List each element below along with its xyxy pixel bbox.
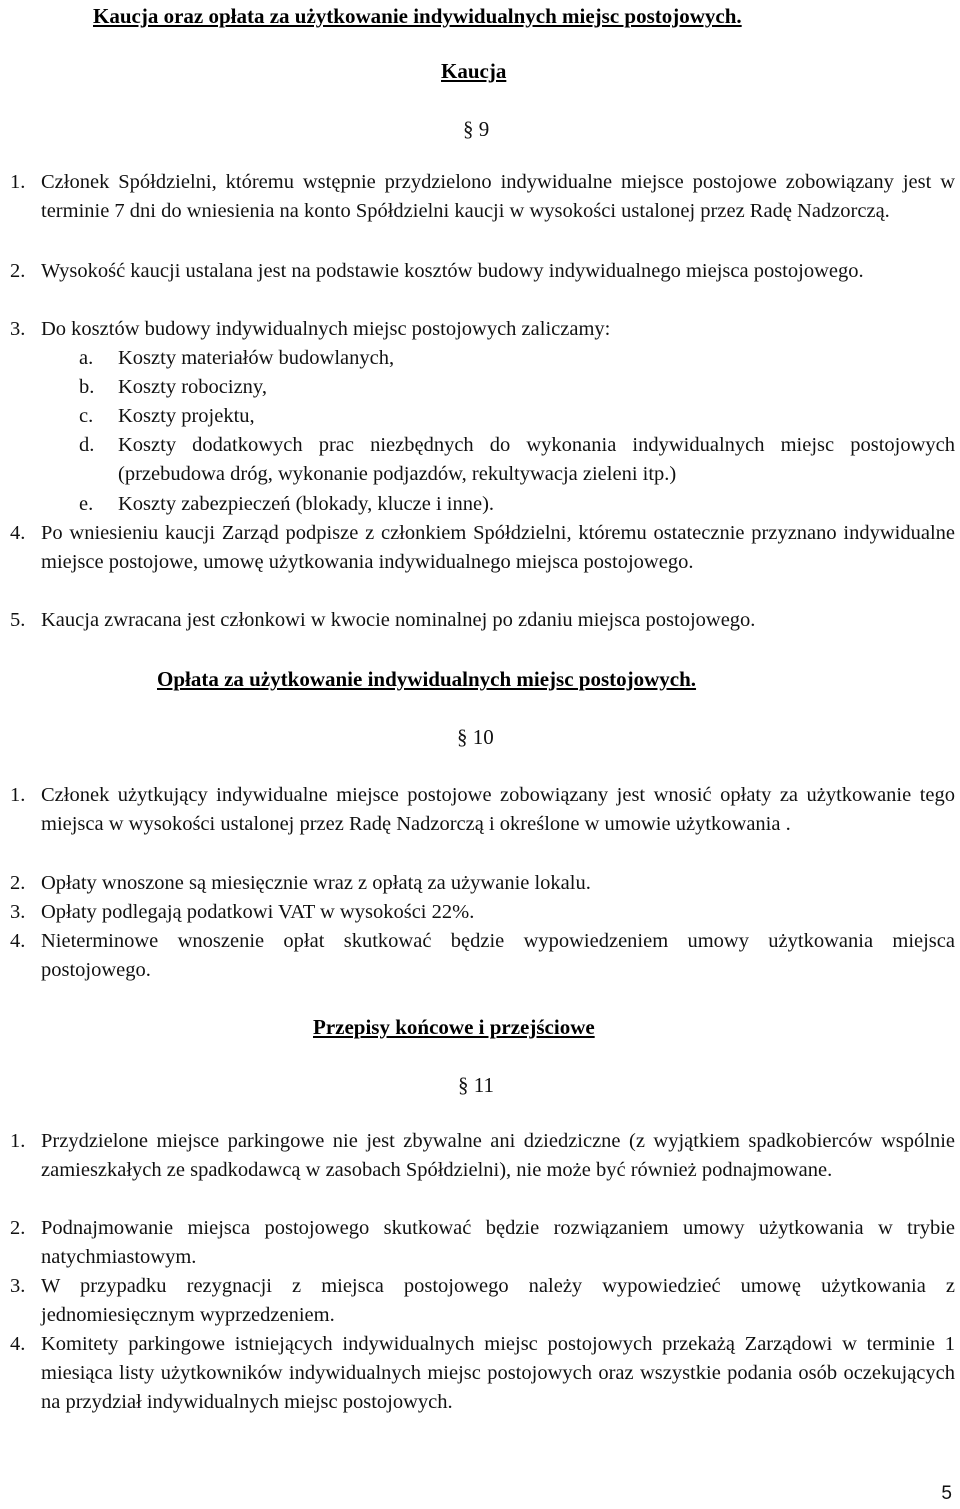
item-number: 2.	[10, 1217, 26, 1239]
item-text: Koszty projektu,	[118, 405, 255, 427]
item-text: Kaucja zwracana jest członkowi w kwocie nominalnej po zdaniu miejsca postojowego.	[41, 609, 756, 631]
sub-list-item	[79, 402, 955, 431]
item-text: Po wniesieniu kaucji Zarząd podpisze z członkiem Spółdzielni, któremu ostatecznie przyznano indywidualne miejsce postojowe, umowę użytkowania indywidualnego miejsca postojowego.	[41, 522, 955, 573]
section-subtitle-deposit: Kaucja	[441, 59, 507, 83]
item-text: Członek użytkujący indywidualne miejsce postojowe zobowiązany jest wnosić opłaty za użytkowanie tego miejsca w wysokości ustalonej przez Radę Nadzorczą i określone w umowie użytkowania .	[41, 784, 955, 835]
item-text: Opłaty wnoszone są miesięcznie wraz z opłatą za używanie lokalu.	[41, 872, 591, 894]
item-number: 1.	[10, 784, 26, 806]
list-item	[10, 1214, 955, 1272]
item-number: 3.	[10, 1275, 26, 1297]
item-number: 5.	[10, 609, 26, 631]
item-text: Wysokość kaucji ustalana jest na podstawie kosztów budowy indywidualnego miejsca postojowego.	[41, 260, 864, 282]
item-text: Przydzielone miejsce parkingowe nie jest zbywalne ani dziedziczne (z wyjątkiem spadkobierców wspólnie zamieszkałych ze spadkodawcą w zasobach Spółdzielni), nie może być również podnajmowane.	[41, 1130, 955, 1181]
item-text: Koszty dodatkowych prac niezbędnych do wykonania indywidualnych miejsc postojowych (przebudowa dróg, wykonanie podjazdów, rekultywacja zieleni itp.)	[118, 434, 955, 485]
sub-list-item	[79, 490, 955, 519]
section-title-usage-fee: Opłata za użytkowanie indywidualnych miejsc postojowych.	[157, 667, 697, 691]
paragraph-9-mark: § 9	[463, 117, 490, 141]
page-number: 5	[941, 1483, 952, 1504]
list-item	[10, 257, 955, 286]
item-number: 1.	[10, 171, 26, 193]
list-item	[10, 869, 955, 898]
paragraph-11-mark: § 11	[458, 1073, 494, 1097]
list-item	[10, 1127, 955, 1185]
item-text: Podnajmowanie miejsca postojowego skutkować będzie rozwiązaniem umowy użytkowania w trybie natychmiastowym.	[41, 1217, 955, 1268]
list-item	[10, 781, 955, 839]
item-text: Do kosztów budowy indywidualnych miejsc postojowych zaliczamy:	[41, 318, 611, 340]
item-number: 1.	[10, 1130, 26, 1152]
section-title-final-provisions: Przepisy końcowe i przejściowe	[313, 1015, 595, 1039]
sub-list-item	[79, 431, 955, 489]
sub-list-item	[79, 373, 955, 402]
item-number: 3.	[10, 318, 26, 340]
item-number: 4.	[10, 522, 26, 544]
item-text: W przypadku rezygnacji z miejsca postojowego należy wypowiedzieć umowę użytkowania z jednomiesięcznym wyprzedzeniem.	[41, 1275, 955, 1326]
list-item	[10, 519, 955, 577]
item-text: Koszty robocizny,	[118, 376, 267, 398]
item-letter: e.	[79, 493, 94, 515]
list-item	[10, 1330, 955, 1417]
item-number: 4.	[10, 930, 26, 952]
item-letter: b.	[79, 376, 95, 398]
list-item	[10, 1272, 955, 1330]
list-item	[10, 606, 955, 635]
item-text: Nieterminowe wnoszenie opłat skutkować będzie wypowiedzeniem umowy użytkowania miejsca postojowego.	[41, 930, 955, 981]
item-text: Członek Spółdzielni, któremu wstępnie przydzielono indywidualne miejsce postojowe zobowiązany jest w terminie 7 dni do wniesienia na konto Spółdzielni kaucji w wysokości ustalonej przez Radę Nadzorczą.	[41, 171, 955, 222]
list-item	[10, 315, 955, 344]
item-letter: a.	[79, 347, 94, 369]
item-number: 2.	[10, 260, 26, 282]
item-number: 4.	[10, 1333, 26, 1355]
item-letter: c.	[79, 405, 94, 427]
list-item	[10, 168, 955, 226]
list-item	[10, 927, 955, 985]
item-letter: d.	[79, 434, 95, 456]
list-item	[10, 898, 955, 927]
section-title-deposit-and-fee: Kaucja oraz opłata za użytkowanie indywidualnych miejsc postojowych.	[93, 4, 742, 28]
item-text: Komitety parkingowe istniejących indywidualnych miejsc postojowych przekażą Zarządowi w terminie 1 miesiąca listy użytkowników indywidualnych miejsc postojowych oraz wszystkie podania osób oczekujących na przydział indywidualnych miejsc postojowych.	[41, 1333, 955, 1413]
item-number: 3.	[10, 901, 26, 923]
item-text: Koszty zabezpieczeń (blokady, klucze i inne).	[118, 493, 495, 515]
item-text: Opłaty podlegają podatkowi VAT w wysokości 22%.	[41, 901, 475, 923]
item-number: 2.	[10, 872, 26, 894]
sub-list-item	[79, 344, 955, 373]
item-text: Koszty materiałów budowlanych,	[118, 347, 395, 369]
paragraph-10-mark: § 10	[457, 725, 494, 749]
